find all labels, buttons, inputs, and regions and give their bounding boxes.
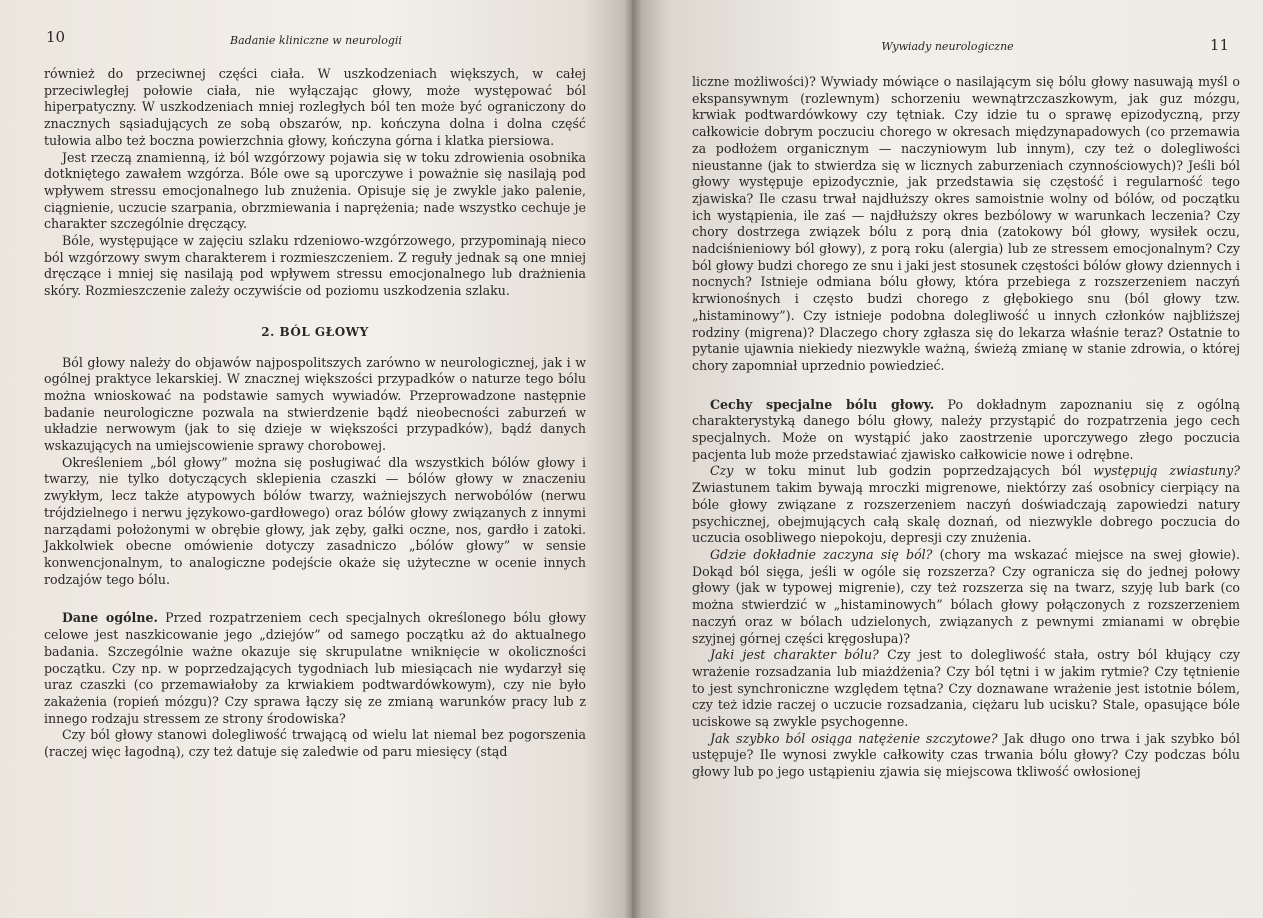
left-text-column: [44, 66, 586, 761]
paragraph: [692, 397, 1240, 464]
paragraph: Czy ból głowy stanowi dolegliwość trwającą od wielu lat niemal bez pogorszenia (raczej więc łagodną), czy też datuje się zaledwie od paru miesięcy (stąd: [44, 727, 586, 760]
italic-question: występują zwiastuny?: [1093, 463, 1240, 479]
paragraph: Bóle, występujące w zajęciu szlaku rdzeniowo-wzgórzowego, przypominają nieco ból wzgórzowy swym charakterem i rozmieszczeniem. Z reguły jednak są one mniej dręczące i mniej się nasilają pod wpływem stressu emocjonalnego lub drażnienia skóry. Rozmieszczenie zależy oczywiście od poziomu uszkodzenia szlaku.: [44, 233, 586, 299]
paragraph: liczne możliwości)? Wywiady mówiące o nasilającym się bólu głowy nasuwają myśl o ekspansywnym (rozlewnym) schorzeniu wewnątrzczaszkowym, jak guz mózgu, krwiak podtwardówkowy czy tętniak. Czy idzie tu o sprawę epizodyczną, przy całkowicie dobrym poczuciu chorego w okresach międzynapadowych (co przemawia za podłożem organicznym — naczyniowym lub innym), czy też o dolegliwości nieustanne (jak to stwierdza się w licznych zaburzeniach czynnościowych)? Jeśli ból głowy występuje epizodycznie, jak przedstawia się częstość i regularność tego zjawiska? Ile czasu trwał najdłuższy okres samoistnie wolny od bólów, od początku ich wystąpienia, ile zaś — najdłuższy okres bezbólowy w warunkach leczenia? Czy chory dostrzega związek bólu z porą dnia (zatokowy ból głowy, wysiłek oczu, nadciśnieniowy ból głowy), z porą roku (alergia) lub ze stressem emocjonalnym? Czy ból głowy budzi chorego ze snu i jaki jest stosunek częstości bólów głowy dziennych i nocnych? Istnieje odmiana bólu głowy, która przebiega z rozszerzeniem naczyń krwionośnych i często budzi chorego z głębokiego snu (ból głowy tzw. „histaminowy”). Czy istnieje podobna dolegliwość u innych członków najbliższej rodziny (migrena)? Dlaczego chory zgłasza się do lekarza właśnie teraz? Ostatnie to pytanie ujawnia niekiedy niezwykle ważną, świeżą zmianę w stanie zdrowia, o której chory zapomniał uprzednio powiedzieć.: [692, 74, 1240, 373]
paragraph: Jest rzeczą znamienną, iż ból wzgórzowy pojawia się w toku zdrowienia osobnika dotkniętego zawałem wzgórza. Bóle owe są uporczywe i poważnie się nasilają pod wpływem stressu emocjonalnego lub znużenia. Opisuje się je zwykle jako palenie, ciągnienie, uczucie szarpania, obrzmiewania i naprężenia; nade wszystko cechuje je charakter szczególnie dręczący.: [44, 149, 586, 232]
paragraph-text: (chory ma wskazać miejsce na swej głowie). Dokąd ból sięga, jeśli w ogóle się rozszerza? Czy ogranicza się do jednej połowy głowy (jak w typowej migrenie), czy też rozszerza się na twarz, szyję lub bark (co można stwierdzić w „histaminowych” bólach głowy połączonych z rozszerzeniem naczyń oraz w bólach udzielonych, związanych z pewnymi zmianami w obrębie szyjnej górnej części kręgosłupa)?: [692, 546, 1240, 646]
running-head-left: Badanie kliniczne w neurologii: [230, 34, 402, 47]
run-in-heading: Cechy specjalne bólu głowy.: [710, 396, 935, 412]
section-title: 2. BÓL GŁOWY: [261, 324, 369, 339]
book-gutter-shadow: [624, 0, 642, 918]
paragraph: Określeniem „ból głowy” można się posługiwać dla wszystkich bólów głowy i twarzy, nie tylko dotyczących sklepienia czaszki — bólów głowy w znaczeniu zwykłym, lecz także atypowych bólów twarzy, ważniejszych nerwobólów (nerwu trójdzielnego i nerwu językowo-gardłowego) oraz bólów głowy związanych z innymi narządami położonymi w obrębie głowy, jak zęby, gałki oczne, nos, gardło i zatoki. Jakkolwiek obecne omówienie dotyczy zasadniczo „bólów głowy” w sensie konwencjonalnym, to analogiczne podejście okaże się użyteczne w ocenie innych rodzajów tego bólu.: [44, 454, 586, 587]
paragraph: [692, 463, 1240, 547]
italic-lead: Czy: [710, 463, 734, 479]
italic-question: Jak szybko ból osiąga natężenie szczytowe?: [710, 730, 998, 746]
paragraph-text: Jak długo ono trwa i jak szybko ból ustępuje? Ile wynosi zwykle całkowity czas trwania bólu głowy? Czy podczas bólu głowy lub po jego ustąpieniu zjawia się miejscowa tkliwość owłosionej: [692, 730, 1240, 780]
italic-question: Gdzie dokładnie zaczyna się ból?: [710, 546, 933, 562]
paragraph-text: w toku minut lub godzin poprzedzających ból: [733, 463, 1094, 479]
paragraph-text: Zwiastunem takim bywają mroczki migrenowe, niektórzy zaś osobnicy cierpiący na bóle głowy związane z rozszerzeniem naczyń doświadczają zapowiedzi natury psychicznej, obejmujących całą skalę doznań, od niezwykle dobrego poczucia do uczucia osobliwego niepokoju, depresji czy znużenia.: [692, 480, 1240, 546]
page-number-left: 10: [46, 28, 66, 46]
page-number-right: 11: [1209, 36, 1229, 54]
paragraph: [44, 610, 586, 727]
paragraph-text: Czy jest to dolegliwość stała, ostry ból kłujący czy wrażenie rozsadzania lub miażdżenia? Czy ból tętni i w jakim rytmie? Czy tętnienie to jest synchroniczne względem tętna? Czy doznawane wrażenie jest istotnie bólem, czy też idzie raczej o uczucie rozsadzania, ciężaru lub ucisku? Stale, opasujące bóle uciskowe są zwykle psychogenne.: [692, 647, 1240, 730]
run-in-heading: Dane ogólne.: [62, 610, 158, 626]
paragraph: [692, 731, 1240, 781]
paragraph: również do przeciwnej części ciała. W uszkodzeniach większych, w całej przeciwległej połowie ciała, nie wyłączając głowy, może występować ból hiperpatyczny. W uszkodzeniach mniej rozległych ból ten może być ograniczony do znacznych sąsiadujących ze sobą obszarów, np. kończyna dolna i dolna część tułowia albo też boczna powierzchnia głowy, kończyna górna i klatka piersiowa.: [44, 66, 586, 148]
paragraph: [692, 547, 1240, 647]
paragraph-text: Po dokładnym zapoznaniu się z ogólną charakterystyką danego bólu głowy, należy przystąpić do rozpatrzenia jego cech specjalnych. Może on wystąpić jako zaostrzenie uporczywego złego poczucia pacjenta lub może przedstawiać zjawisko całkowicie nowe i odrębne.: [692, 396, 1241, 462]
paragraph-text: Przed rozpatrzeniem cech specjalnych określonego bólu głowy celowe jest naszkicowanie jego „dziejów” od samego początku aż do aktualnego badania. Szczególnie ważne okazuje się skrupulatne wniknięcie w okoliczności początku. Czy np. w poprzedzających tygodniach lub miesiącach nie wydarzył się uraz czaszki (co przemawiałoby za krwiakiem podtwardówkowym), czy nie było zakażenia (ropień mózgu)? Czy sprawa łączy się ze zmianą warunków pracy lub z innego rodzaju stressem ze strony środowiska?: [44, 610, 586, 726]
paragraph: Ból głowy należy do objawów najpospolitszych zarówno w neurologicznej, jak i w ogólnej praktyce lekarskiej. W znacznej większości przypadków o naturze tego bólu można wnioskować na podstawie samych wywiadów. Przeprowadzone następnie badanie neurologiczne pozwala na stwierdzenie bądź nieobecności zaburzeń w układzie nerwowym (jak to się dzieje w większości przypadków), bądź danych wskazujących na umiejscowienie sprawy chorobowej.: [44, 354, 586, 454]
running-head-right: Wywiady neurologiczne: [881, 40, 1014, 53]
italic-question: Jaki jest charakter bólu?: [710, 647, 879, 663]
right-text-column: [692, 74, 1240, 781]
paragraph: [692, 647, 1240, 731]
right-page: [632, 0, 1263, 918]
